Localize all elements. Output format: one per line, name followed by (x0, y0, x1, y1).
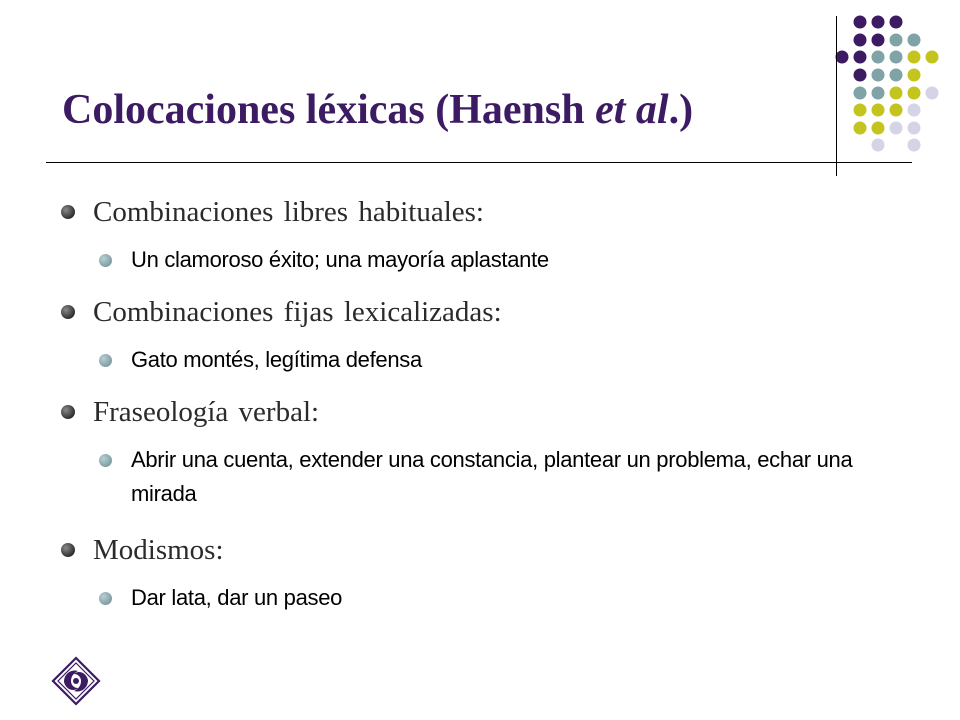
bullet-marker (61, 543, 75, 557)
bullet-item: Combinaciones fijas lexicalizadas: (93, 296, 502, 328)
sub-bullet-item: Gato montés, legítima defensa (131, 347, 422, 372)
bullet-item: Modismos: (93, 534, 224, 566)
celtic-knot-icon (50, 655, 102, 707)
sub-bullet-item: Abrir una cuenta, extender una constancia, plantear un problema, echar una mirada (131, 447, 853, 506)
sub-bullet-item: Dar lata, dar un paseo (131, 585, 343, 610)
bullet-marker (61, 205, 75, 219)
sub-bullet-marker (99, 254, 112, 267)
sub-bullet-marker (99, 592, 112, 605)
sub-bullet-marker (99, 354, 112, 367)
title-italic: et al (595, 87, 669, 133)
title-main: Colocaciones léxicas (Haensh (62, 87, 596, 133)
bullet-marker (61, 405, 75, 419)
sub-bullet-marker (99, 454, 112, 467)
sub-bullet-item: Un clamoroso éxito; una mayoría aplastante (131, 247, 549, 272)
bullet-item: Combinaciones libres habituales: (93, 196, 484, 228)
title-tail: .) (668, 87, 694, 133)
bullet-marker (61, 305, 75, 319)
bullet-item: Fraseología verbal: (93, 396, 320, 428)
